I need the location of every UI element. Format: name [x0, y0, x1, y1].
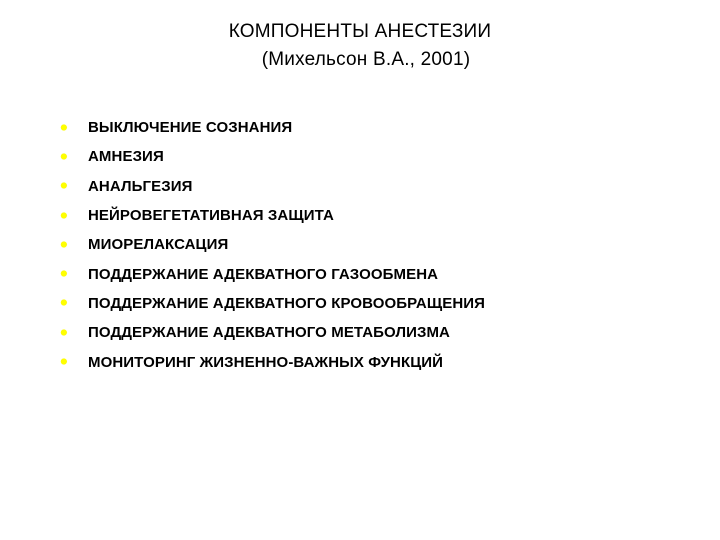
slide-title: КОМПОНЕНТЫ АНЕСТЕЗИИ: [228, 21, 492, 42]
list-item-label: МИОРЕЛАКСАЦИЯ: [88, 236, 229, 254]
bullet-icon: •: [60, 114, 68, 140]
list-item: [60, 259, 485, 288]
list-item-label: ПОДДЕРЖАНИЕ АДЕКВАТНОГО КРОВООБРАЩЕНИЯ: [88, 294, 486, 312]
bullet-icon: •: [60, 261, 68, 287]
list-item-label: МОНИТОРИНГ ЖИЗНЕННО-ВАЖНЫХ ФУНКЦИЙ: [88, 353, 444, 371]
bullet-icon: •: [60, 290, 68, 316]
list-item: [60, 142, 485, 171]
list-item: [60, 113, 485, 142]
list-item-label: АНАЛЬГЕЗИЯ: [88, 177, 193, 195]
bullet-icon: •: [60, 202, 68, 228]
bullet-icon: •: [60, 173, 68, 199]
list-item: [60, 230, 485, 259]
bullet-icon: •: [60, 231, 68, 257]
list-item: [60, 201, 485, 230]
bullet-icon: •: [60, 319, 68, 345]
list-item-label: НЕЙРОВЕГЕТАТИВНАЯ ЗАЩИТА: [88, 207, 334, 225]
list-item: [60, 172, 485, 201]
list-item: [60, 318, 485, 347]
components-list: [60, 113, 485, 377]
list-item-label: ВЫКЛЮЧЕНИЕ СОЗНАНИЯ: [88, 119, 293, 137]
title-block: [0, 18, 720, 74]
list-item-label: ПОДДЕРЖАНИЕ АДЕКВАТНОГО ГАЗООБМЕНА: [88, 265, 439, 283]
list-item: [60, 289, 485, 318]
bullet-icon: •: [60, 143, 68, 169]
list-item-label: АМНЕЗИЯ: [88, 148, 164, 166]
list-item: [60, 347, 485, 376]
slide-subtitle: (Михельсон В.А., 2001): [261, 49, 471, 70]
list-item-label: ПОДДЕРЖАНИЕ АДЕКВАТНОГО МЕТАБОЛИЗМА: [88, 324, 450, 342]
bullet-icon: •: [60, 349, 68, 375]
